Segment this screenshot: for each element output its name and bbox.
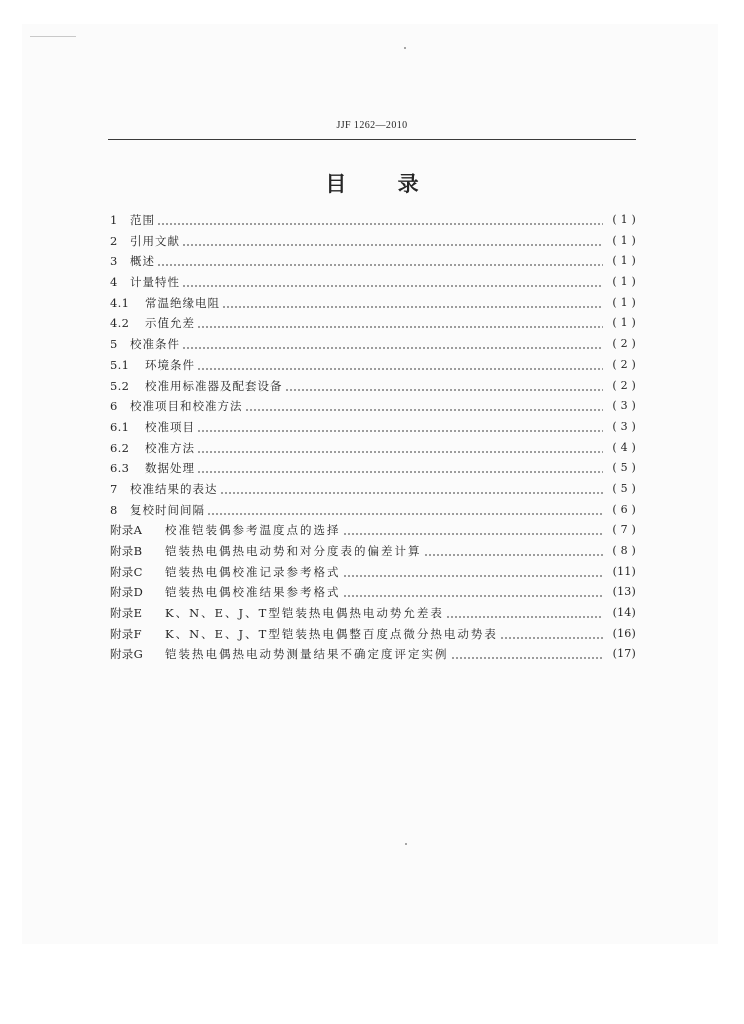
toc-entry-page: ( 5 ) [612,461,636,475]
toc-entry-title: 铠装热电偶热电动势测量结果不确定度评定实例 [165,647,449,662]
toc-entry-page: ( 2 ) [612,337,636,351]
toc-entry [110,438,636,459]
toc-entry-number: 4 [110,275,118,290]
toc-entry [110,334,636,355]
scan-speck [30,36,76,37]
toc-entry-number: 附录A [110,523,143,538]
toc-entry-title: 环境条件 [145,357,195,372]
toc-entry [110,624,636,645]
dot-leader [182,272,603,293]
toc-entry-title: 铠装热电偶热电动势和对分度表的偏差计算 [165,544,422,558]
toc-entry-title: 校准结果的表达 [130,481,218,496]
dot-leader [157,251,603,272]
toc-entry-page: (16) [612,626,636,640]
toc-entry-title: 概述 [130,254,155,269]
scan-speck [405,843,407,845]
toc-entry [110,562,636,583]
toc-entry-page: ( 5 ) [612,481,636,495]
toc-entry-title: 校准项目 [145,419,195,434]
dot-leader [343,582,604,603]
toc-entry [110,313,636,334]
page-title: 目 录 [325,172,419,196]
toc-entry [110,541,636,562]
dot-leader [343,562,604,583]
toc-entry-number: 5 [110,337,118,352]
toc-entry [110,293,636,314]
dot-leader [451,644,604,665]
toc-entry [110,417,636,438]
toc-entry-title: 复校时间间隔 [130,502,205,517]
toc-entry-number: 1 [110,213,118,227]
toc-entry-page: ( 4 ) [612,440,636,454]
dot-leader [220,479,604,500]
toc-entry-title: 校准项目和校准方法 [130,399,243,414]
toc-entry-number: 2 [110,233,118,248]
toc-entry-page: ( 6 ) [612,502,636,516]
toc-entry-number: 8 [110,502,118,517]
toc-entry-number: 6 [110,399,118,414]
toc-entry [110,500,636,521]
toc-entry-number: 5.1 [110,357,130,372]
standard-code-header: JJF 1262—2010 [336,120,408,131]
toc-entry-page: ( 1 ) [612,213,636,226]
dot-leader [207,500,603,521]
toc-entry-page: ( 2 ) [612,378,636,392]
dot-leader [424,541,604,562]
toc-entry-number: 附录F [110,626,142,641]
toc-entry-title: 铠装热电偶校准结果参考格式 [165,585,341,600]
toc-entry-number: 4.2 [110,316,130,331]
toc-entry-title: 铠装热电偶校准记录参考格式 [165,564,341,579]
toc-entry-page: ( 1 ) [612,233,636,247]
toc-entry-page: ( 1 ) [612,295,636,309]
toc-entry [110,603,636,624]
toc-entry-number: 4.1 [110,295,130,310]
toc-entry-title: 范围 [130,213,155,227]
toc-entry-number: 附录E [110,606,143,621]
header-rule [108,139,636,140]
toc-entry-title: 示值允差 [145,316,195,331]
dot-leader [197,458,603,479]
toc-entry [110,644,636,665]
toc-entry-page: ( 1 ) [612,316,636,330]
toc-entry-number: 6.1 [110,419,130,434]
scan-speck [404,47,406,49]
toc-entry [110,355,636,376]
dot-leader [197,313,603,334]
toc-entry [110,272,636,293]
dot-leader [182,231,603,252]
toc-entry-title: K、N、E、J、T型铠装热电偶整百度点微分热电动势表 [165,626,498,641]
dot-leader [446,603,603,624]
dot-leader [197,355,603,376]
dot-leader [157,210,603,231]
toc-entry [110,231,636,252]
toc-entry [110,210,636,231]
dot-leader [182,334,603,355]
toc-entry-page: (11) [612,564,636,578]
toc-entry-title: 数据处理 [145,461,195,476]
toc-entry-page: ( 7 ) [612,523,636,537]
toc-entry [110,376,636,397]
toc-entry-number: 5.2 [110,378,130,393]
toc-entry-title: 计量特性 [130,275,180,290]
dot-leader [197,438,603,459]
dot-leader [500,624,603,645]
toc-list [110,210,636,665]
toc-entry-title: K、N、E、J、T型铠装热电偶热电动势允差表 [165,606,444,621]
toc-entry-number: 附录G [110,647,144,662]
toc-entry [110,479,636,500]
toc-entry-number: 附录D [110,585,144,600]
toc-entry-title: 常温绝缘电阻 [145,295,220,310]
toc-entry-page: (13) [612,585,636,599]
dot-leader [197,417,603,438]
toc-entry-number: 7 [110,481,118,496]
dot-leader [343,520,604,541]
toc-entry-page: ( 2 ) [612,357,636,371]
toc-entry [110,582,636,603]
toc-entry-title: 校准条件 [130,337,180,352]
toc-entry-number: 3 [110,254,118,269]
toc-entry [110,520,636,541]
toc-entry-page: (14) [612,606,636,620]
toc-entry-number: 6.3 [110,461,130,476]
toc-entry-number: 附录C [110,564,143,579]
toc-entry-page: ( 8 ) [612,544,636,557]
toc-entry-page: (17) [612,647,636,661]
toc-entry-page: ( 3 ) [612,399,636,413]
dot-leader [245,396,604,417]
dot-leader [222,293,603,314]
toc-entry-page: ( 3 ) [612,419,636,433]
toc-entry [110,251,636,272]
toc-entry-number: 附录B [110,544,143,558]
toc-entry [110,458,636,479]
toc-entry-title: 校准用标准器及配套设备 [145,378,283,393]
toc-entry-title: 校准铠装偶参考温度点的选择 [165,523,341,538]
toc-entry-page: ( 1 ) [612,254,636,268]
dot-leader [285,376,604,397]
toc-entry-title: 引用文献 [130,233,180,248]
toc-entry-number: 6.2 [110,440,130,455]
toc-entry-title: 校准方法 [145,440,195,455]
toc-entry [110,396,636,417]
toc-entry-page: ( 1 ) [612,275,636,289]
